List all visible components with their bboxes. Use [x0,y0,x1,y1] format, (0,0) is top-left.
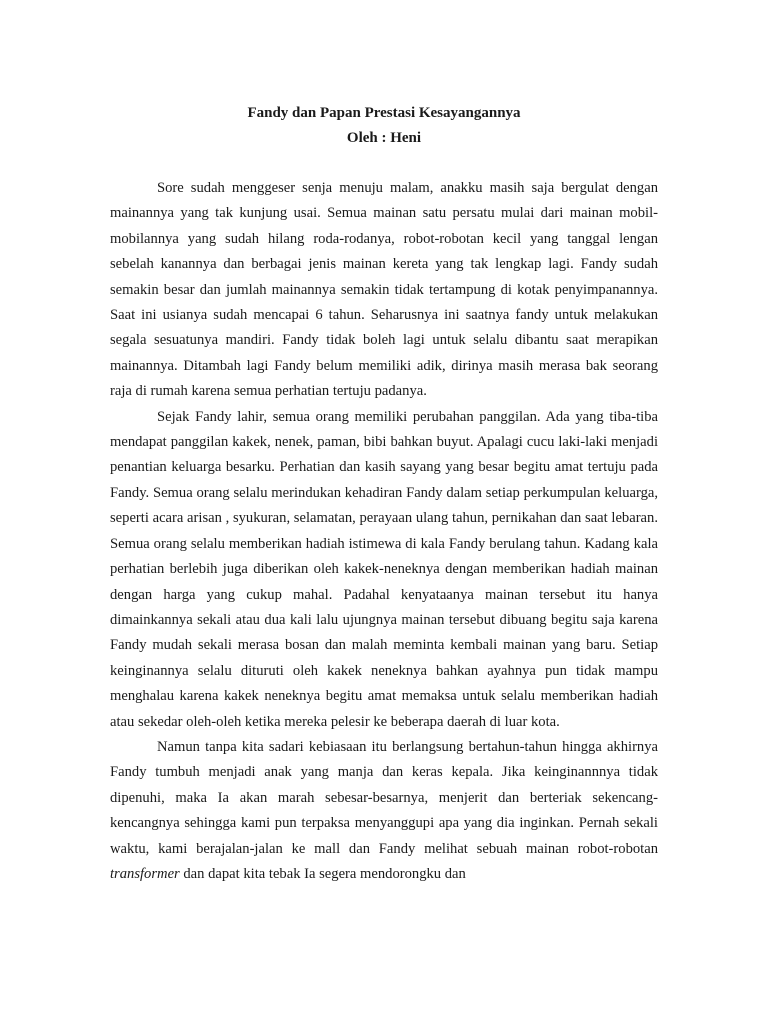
paragraph-1: Sore sudah menggeser senja menuju malam, anakku masih saja bergulat dengan mainannya yang tak kunjung usai. Semua mainan satu persatu mulai dari mainan mobil-mobilannya yang sudah hilang roda-rodanya, robot-robotan kecil yang tanggal lengan sebelah kanannya dan berbagai jenis mainan kereta yang tak lengkap lagi. Fandy sudah semakin besar dan jumlah mainannya semakin tidak tertampung di kotak penyimpanannya. Saat ini usianya sudah mencapai 6 tahun. Seharusnya ini saatnya fandy untuk melakukan segala sesuatunya mandiri. Fandy tidak boleh lagi untuk selalu dibantu saat merapikan mainannya. Ditambah lagi Fandy belum memiliki adik, dirinya masih merasa bak seorang raja di rumah karena semua perhatian tertuju padanya. [110,180,658,400]
paragraph-3-text-before: Namun tanpa kita sadari kebiasaan itu berlangsung bertahun-tahun hingga akhirnya Fandy tumbuh menjadi anak yang manja dan keras kepala. Jika keinginannnya tidak dipenuhi, maka Ia akan marah sebesar-besarnya, menjerit dan berteriak sekencang-kencangnya sehingga kami pun terpaksa menyanggupi apa yang dia inginkan. Pernah sekali waktu, kami berajalan-jalan ke mall dan Fandy melihat sebuah mainan robot-robotan [110,738,658,857]
paragraph-3-text-after: dan dapat kita tebak Ia segera mendorongku dan [179,865,466,882]
author-line: Oleh : Heni [346,130,422,146]
document-title: Fandy dan Papan Prestasi Kesayangannya [247,105,521,121]
paragraph-2: Sejak Fandy lahir, semua orang memiliki perubahan panggilan. Ada yang tiba-tiba mendapat panggilan kakek, nenek, paman, bibi bahkan buyut. Apalagi cucu laki-laki menjadi penantian keluarga besarku. Perhatian dan kasih sayang yang besar begitu amat tertuju pada Fandy. Semua orang selalu merindukan kehadiran Fandy dalam setiap perkumpulan keluarga, seperti acara arisan , syukuran, selamatan, perayaan ulang tahun, pernikahan dan saat lebaran. Semua orang selalu memberikan hadiah istimewa di kala Fandy berulang tahun. Kadang kala perhatian berlebih juga diberikan oleh kakek-neneknya dengan memberikan hadiah mainan dengan harga yang cukup mahal. Padahal kenyataanya mainan tersebut itu hanya dimainkannya sekali atau dua kali lalu ujungnya mainan tersebut dibuang begitu saja karena Fandy mudah sekali merasa bosan dan malah meminta kembali mainan yang baru. Setiap keinginannya selalu dituruti oleh kakek neneknya bahkan ayahnya pun tidak mampu menghalau karena kakek neneknya begitu amat memaksa untuk selalu memberikan hadiah atau sekedar oleh-oleh ketika mereka pelesir ke beberapa daerah di luar kota. [110,408,658,730]
document-body [110,176,658,887]
paragraph-3 [110,735,658,887]
italic-term: transformer [110,865,180,882]
